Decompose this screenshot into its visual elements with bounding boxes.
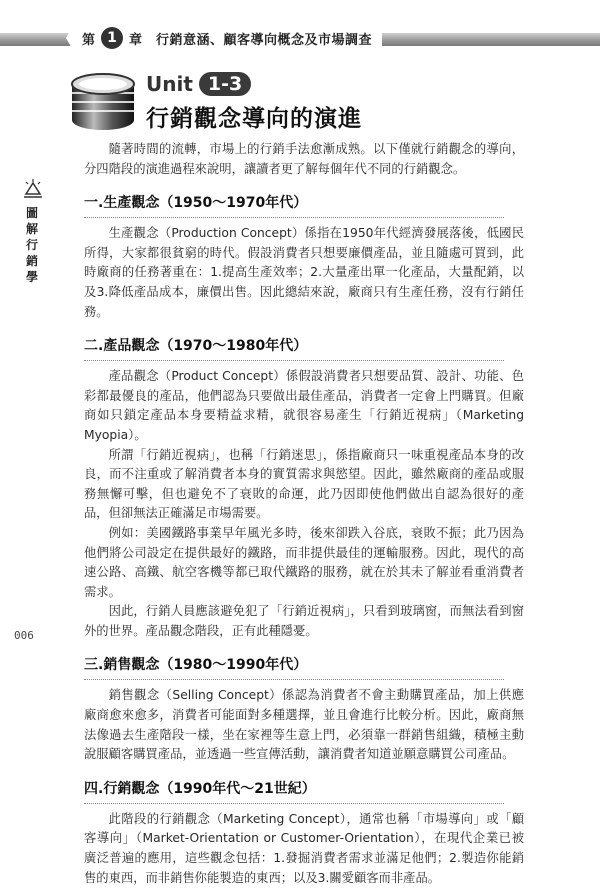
paragraph: 產品觀念（Product Concept）係假設消費者只想要品質、設計、功能、色彩都最優良的產品，他們認為只要做出最佳產品，消費者一定會上門購買。但廠商如只鎖定產品本身要精益求精，就很容易產生「行銷近視病」（Marketing Myopia）。	[84, 369, 524, 442]
paragraph: 此階段的行銷觀念（Marketing Concept），通常也稱「市場導向」或「顧客導向」（Market-Orientation or Customer-Orientation），在現代企業已被廣泛普遍的應用，這些觀念包括：1.發掘消費者需求並滿足他們；2.製造你能銷售的東西，而非銷售你能製造的東西；以及3.關愛顧客而非產品。	[84, 811, 524, 885]
unit-word: Unit	[146, 72, 193, 96]
intro-paragraph: 隨著時間的流轉，市場上的行銷手法愈漸成熟。以下僅就行銷觀念的導向，分四階段的演進過程來說明，讓讀者更了解每個年代不同的行銷觀念。	[84, 142, 524, 176]
chapter-title: 行銷意涵、顧客導向概念及市場調查	[156, 32, 373, 48]
page-title: 行銷觀念導向的演進	[146, 106, 362, 132]
paragraph: 所謂「行銷近視病」，也稱「行銷迷思」，係指廠商只一味重視產品本身的改良，而不注重或了解消費者本身的實質需求與慾望。因此，雖然廠商的產品或服務無懈可擊，但也避免不了衰敗的命運，此乃因即使他們做出自認為很好的產品，但卻無法正確滿足市場需要。	[84, 447, 524, 521]
lamp-icon	[22, 177, 44, 199]
book-title-vertical: 圖解行銷學	[26, 206, 39, 284]
unit-label	[146, 72, 251, 96]
page-number: 006	[14, 629, 34, 642]
paragraph: 銷售觀念（Selling Concept）係認為消費者不會主動購買產品，加上供應廠商愈來愈多，消費者可能面對多種選擇，並且會進行比較分析。因此，廠商無法像過去生產階段一樣，坐在家裡等生意上門，必須靠一群銷售組織，積極主動說服顧客購買產品，並透過一些宣傳活動，讓消費者知道並願意購買公司產品。	[84, 688, 524, 762]
unit-logo-icon	[68, 70, 138, 134]
paragraph: 生產觀念（Production Concept）係指在1950年代經濟發展落後，低國民所得，大家都很貧窮的時代。假設消費者只想要廉價產品，並且隨處可買到，此時廠商的任務著重在：1.提高生產效率；2.大量產出單一化產品，大量配銷，以及3.降低產品成本，廉價出售。因此總結來說，廠商只有生產任務，沒有行銷任務。	[84, 226, 524, 319]
section-heading: 二.產品觀念（1970～1980年代）	[84, 336, 504, 361]
chapter-suffix: 章	[129, 32, 143, 48]
section-heading: 四.行銷觀念（1990年代～21世紀）	[84, 779, 504, 804]
section-2	[84, 336, 524, 641]
main-content	[84, 140, 524, 888]
section-3	[84, 655, 524, 764]
section-1	[84, 193, 524, 322]
chapter-header	[72, 24, 382, 52]
chapter-prefix: 第	[82, 32, 96, 48]
paragraph: 例如：美國鐵路事業早年風光多時，後來卻跌入谷底，衰敗不振；此乃因為他們將公司設定在提供最好的鐵路，而非提供最佳的運輸服務。因此，現代的高速公路、高鐵、航空客機等都已取代鐵路的服務，就在於其未了解並看重消費者需求。	[84, 525, 524, 599]
paragraph: 因此，行銷人員應該避免犯了「行銷近視病」，只看到玻璃窗，而無法看到窗外的世界。產品觀念階段，正有此種隱憂。	[84, 604, 524, 638]
unit-number-badge: 1-3	[199, 72, 251, 96]
chapter-number-badge: 1	[101, 27, 123, 49]
section-heading: 三.銷售觀念（1980～1990年代）	[84, 655, 504, 680]
section-heading: 一.生產觀念（1950～1970年代）	[84, 193, 504, 218]
section-4	[84, 779, 524, 888]
